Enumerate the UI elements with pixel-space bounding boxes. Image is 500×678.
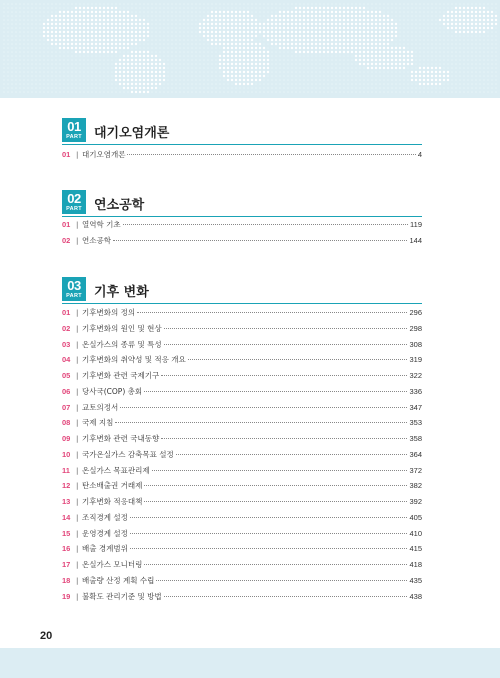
toc-entry-title: 기후변화의 취약성 및 적응 개요 [82, 355, 186, 365]
toc-entry-title: 국가온실가스 감축목표 설정 [82, 449, 174, 459]
toc-entry[interactable] [62, 219, 422, 235]
part-02-header [62, 190, 422, 218]
world-map-illustration [0, 0, 500, 98]
toc-entry-title: 대기오염개론 [82, 150, 126, 159]
toc-entry-page: 372 [409, 465, 422, 475]
toc-entry[interactable] [62, 543, 422, 559]
toc-separator: | [76, 592, 79, 601]
toc-separator: | [76, 435, 79, 443]
toc-separator: | [76, 151, 79, 159]
toc-leader-dots [156, 580, 407, 581]
toc-entry-title: 기후변화의 원인 및 현상 [82, 323, 162, 333]
toc-entry[interactable] [62, 465, 422, 481]
toc-entry-title: 국제 지침 [82, 418, 114, 428]
toc-entry[interactable] [62, 449, 422, 465]
part-badge-label: PART [66, 293, 82, 299]
part-02-title: 연소공학 [94, 198, 145, 213]
toc-entry-title: 열역학 기초 [82, 220, 121, 229]
toc-entry-title: 조직경계 설정 [82, 512, 128, 522]
part-03-badge [62, 277, 86, 301]
toc-entry-page: 319 [409, 355, 422, 365]
toc-entry-title: 온실가스 목표관리제 [82, 465, 150, 475]
toc-separator: | [76, 576, 79, 585]
toc-leader-dots [188, 359, 408, 360]
toc-entry[interactable] [62, 559, 422, 575]
part-03-header [62, 277, 422, 305]
toc-entry[interactable] [62, 370, 422, 386]
toc-entry-title: 운영경계 설정 [82, 528, 128, 538]
toc-entry-page: 438 [409, 591, 422, 601]
toc-entry-number: 17 [62, 560, 71, 569]
toc-entry[interactable] [62, 528, 422, 544]
toc-separator: | [76, 545, 79, 554]
toc-entry-number: 16 [62, 544, 71, 554]
toc-entry-number: 14 [62, 512, 71, 522]
toc-entry-page: 410 [409, 528, 422, 538]
toc-entry-page: 382 [409, 481, 422, 491]
page-number: 20 [40, 630, 53, 642]
part-badge-number: 01 [67, 119, 81, 134]
toc-leader-dots [113, 240, 408, 241]
toc-entry-title: 교토의정서 [82, 402, 119, 412]
toc-leader-dots [127, 154, 415, 155]
toc-entry[interactable] [62, 339, 422, 355]
toc-entry-number: 02 [62, 235, 71, 245]
toc-leader-dots [164, 344, 408, 345]
toc-entry-title: 온실가스의 종류 및 특성 [82, 339, 162, 349]
toc-entry[interactable] [62, 323, 422, 339]
part-divider [62, 303, 422, 304]
part-02-toc [62, 219, 422, 251]
toc-entry-page: 435 [409, 575, 422, 585]
toc-separator: | [76, 419, 79, 428]
toc-entry-page: 308 [409, 339, 422, 349]
toc-separator: | [76, 403, 79, 412]
toc-entry[interactable] [62, 480, 422, 496]
toc-leader-dots [144, 564, 407, 565]
toc-entry-number: 03 [62, 339, 71, 349]
toc-entry-title: 기후변화 관련 국제기구 [82, 371, 160, 380]
part-divider [62, 216, 422, 217]
toc-leader-dots [164, 328, 408, 329]
toc-entry-number: 15 [62, 528, 71, 538]
toc-entry[interactable] [62, 417, 422, 433]
toc-leader-dots [115, 422, 407, 423]
part-03-section [62, 277, 422, 601]
toc-entry-title: 기후변화 적응대책 [82, 497, 143, 506]
toc-entry-number: 01 [62, 308, 71, 317]
toc-separator: | [76, 372, 79, 380]
toc-entry-number: 06 [62, 386, 71, 396]
toc-entry-page: 336 [409, 386, 422, 396]
toc-leader-dots [144, 485, 407, 486]
toc-entry-page: 322 [409, 371, 422, 380]
toc-leader-dots [130, 548, 408, 549]
part-01-section [62, 118, 422, 159]
toc-leader-dots [176, 454, 408, 455]
toc-entry[interactable] [62, 591, 422, 607]
toc-entry[interactable] [62, 235, 422, 251]
toc-entry-page: 298 [409, 323, 422, 333]
toc-entry-number: 02 [62, 323, 71, 333]
toc-leader-dots [144, 501, 407, 502]
toc-entry-page: 358 [409, 434, 422, 443]
toc-entry-page: 364 [409, 449, 422, 459]
toc-entry-page: 119 [410, 220, 422, 229]
toc-separator: | [76, 561, 79, 569]
toc-entry[interactable] [62, 575, 422, 591]
toc-entry-title: 당사국(COP) 총회 [82, 386, 143, 396]
header-world-map-band [0, 0, 500, 98]
part-01-header [62, 118, 422, 146]
toc-entry-page: 353 [409, 418, 422, 428]
toc-leader-dots [123, 224, 408, 225]
toc-entry-title: 온실가스 모니터링 [82, 560, 143, 569]
toc-entry-number: 10 [62, 449, 71, 459]
toc-entry-page: 405 [409, 512, 422, 522]
toc-separator: | [76, 387, 79, 396]
footer-band [0, 648, 500, 678]
toc-entry-number: 12 [62, 481, 71, 491]
toc-leader-dots [144, 391, 407, 392]
toc-separator: | [76, 309, 79, 317]
part-badge-number: 02 [67, 191, 81, 206]
part-01-badge [62, 118, 86, 142]
toc-entry-page: 347 [409, 402, 422, 412]
toc-entry[interactable] [62, 307, 422, 323]
toc-entry-page: 296 [409, 308, 422, 317]
toc-leader-dots [164, 596, 408, 597]
toc-entry[interactable] [62, 496, 422, 512]
toc-entry[interactable] [62, 386, 422, 402]
toc-entry-number: 01 [62, 220, 71, 229]
toc-leader-dots [161, 438, 407, 439]
toc-separator: | [76, 498, 79, 506]
part-badge-label: PART [66, 206, 82, 212]
toc-separator: | [76, 340, 79, 349]
toc-leader-dots [130, 533, 408, 534]
part-01-toc [62, 149, 422, 165]
toc-entry-number: 19 [62, 591, 71, 601]
toc-entry[interactable] [62, 149, 422, 165]
toc-leader-dots [130, 517, 408, 518]
toc-leader-dots [152, 470, 408, 471]
toc-entry-page: 415 [409, 544, 422, 554]
toc-entry-title: 배출 경계범위 [82, 544, 128, 554]
toc-leader-dots [137, 312, 407, 313]
toc-separator: | [76, 529, 79, 538]
part-badge-number: 03 [67, 278, 81, 293]
part-01-title: 대기오염개론 [94, 126, 170, 141]
toc-entry[interactable] [62, 512, 422, 528]
toc-entry-page: 392 [409, 497, 422, 506]
toc-entry-number: 05 [62, 371, 71, 380]
toc-entry-title: 기후변화의 정의 [82, 308, 136, 317]
toc-entry-title: 기후변화 관련 국내동향 [82, 434, 160, 443]
toc-entry-number: 18 [62, 575, 71, 585]
toc-separator: | [76, 356, 79, 365]
toc-leader-dots [161, 375, 407, 376]
toc-entry-number: 13 [62, 497, 71, 506]
toc-entry-title: 배출량 산정 계획 수립 [82, 575, 155, 585]
part-divider [62, 144, 422, 145]
toc-entry-page: 418 [409, 560, 422, 569]
toc-entry[interactable] [62, 402, 422, 418]
toc-entry-page: 4 [417, 150, 422, 159]
toc-entry-title: 탄소배출권 거래제 [82, 481, 143, 491]
toc-entry-page: 144 [409, 235, 422, 245]
toc-separator: | [76, 221, 79, 229]
toc-entry[interactable] [62, 354, 422, 370]
toc-entry[interactable] [62, 433, 422, 449]
toc-entry-title: 연소공학 [82, 235, 111, 245]
toc-entry-number: 08 [62, 418, 71, 428]
toc-separator: | [76, 513, 79, 522]
toc-entry-number: 09 [62, 434, 71, 443]
toc-separator: | [76, 236, 79, 245]
part-02-section [62, 190, 422, 245]
toc-entry-number: 07 [62, 402, 71, 412]
toc-leader-dots [120, 407, 407, 408]
part-badge-label: PART [66, 134, 82, 140]
part-03-toc [62, 307, 422, 606]
toc-separator: | [76, 482, 79, 491]
part-02-badge [62, 190, 86, 214]
toc-separator: | [76, 466, 79, 475]
part-03-title: 기후 변화 [94, 285, 149, 300]
toc-entry-number: 11 [62, 465, 70, 475]
toc-entry-number: 01 [62, 150, 71, 159]
toc-entry-number: 04 [62, 355, 71, 365]
toc-separator: | [76, 324, 79, 333]
toc-separator: | [76, 450, 79, 459]
toc-entry-title: 불확도 관리기준 및 방법 [82, 591, 162, 601]
